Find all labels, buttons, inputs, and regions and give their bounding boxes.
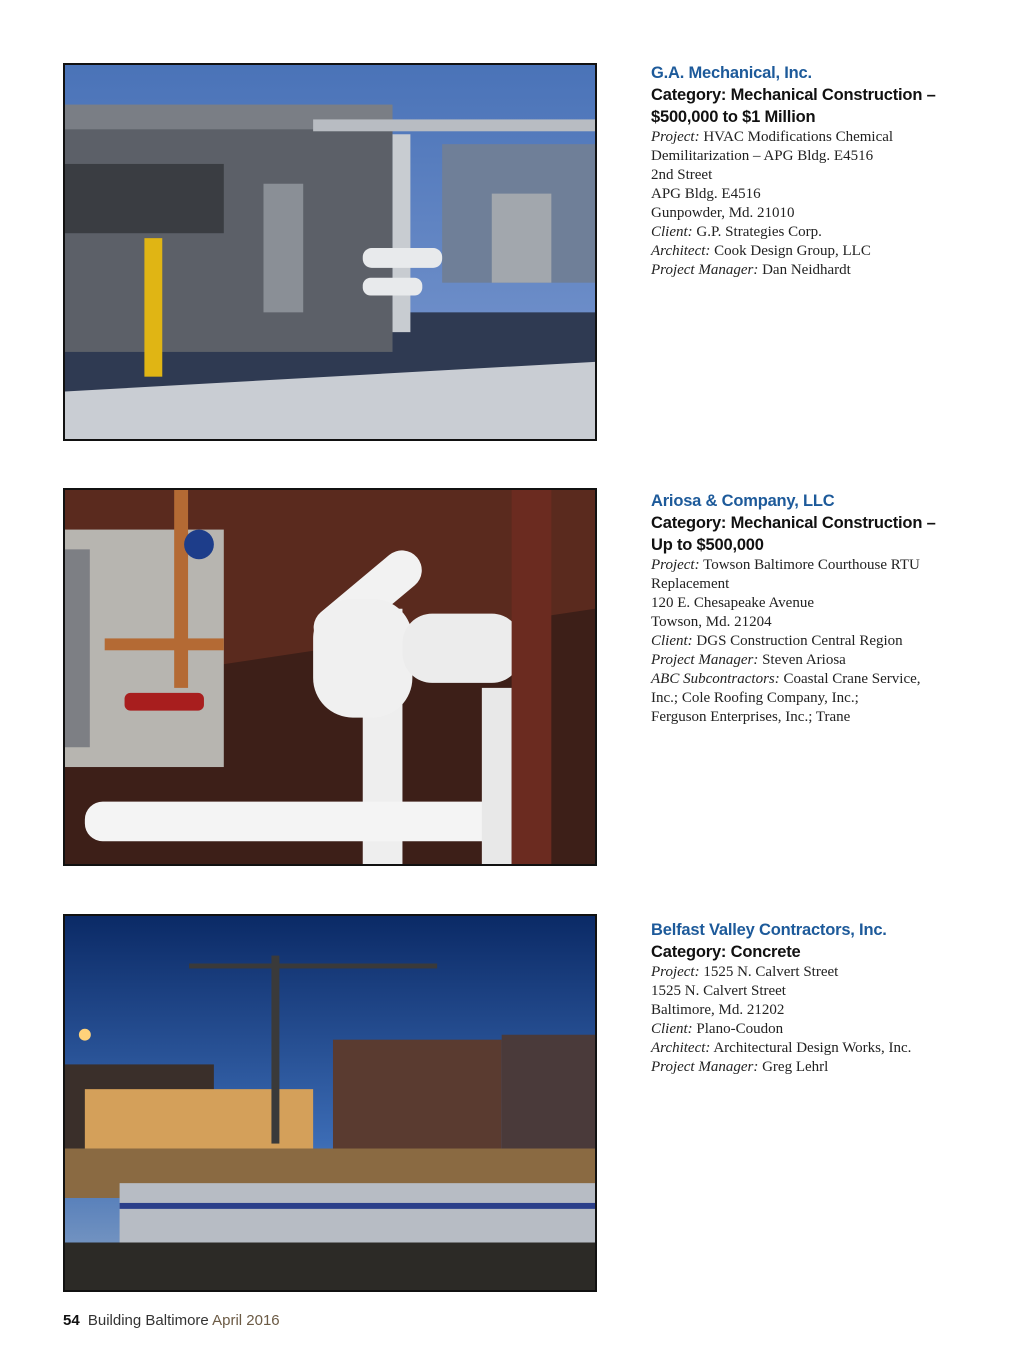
detail-line: Architect: Cook Design Group, LLC: [651, 243, 871, 259]
detail-line: Project Manager: Greg Lehrl: [651, 1059, 829, 1075]
detail-line: Demilitarization – APG Bldg. E4516: [651, 148, 874, 164]
detail-line: 2nd Street: [651, 167, 713, 183]
detail-line: Towson, Md. 21204: [651, 614, 772, 630]
construction-site-night-photo: [63, 914, 597, 1292]
detail-line: 1525 N. Calvert Street: [651, 983, 786, 999]
category-line: $500,000 to $1 Million: [651, 108, 816, 126]
detail-line: Inc.; Cole Roofing Company, Inc.;: [651, 690, 859, 706]
detail-line: 120 E. Chesapeake Avenue: [651, 595, 815, 611]
ceiling-piping-photo: [63, 488, 597, 866]
detail-line: Project: 1525 N. Calvert Street: [651, 964, 839, 980]
detail-line: Client: G.P. Strategies Corp.: [651, 224, 822, 240]
detail-line: Architect: Architectural Design Works, Inc.: [651, 1040, 912, 1056]
detail-line: Project: HVAC Modifications Chemical: [651, 129, 894, 145]
detail-line: Project Manager: Dan Neidhardt: [651, 262, 851, 278]
category-line: Category: Mechanical Construction –: [651, 514, 936, 532]
page-number: 54: [63, 1312, 80, 1329]
detail-line: ABC Subcontractors: Coastal Crane Service,: [651, 671, 921, 687]
category-line: Category: Mechanical Construction –: [651, 86, 936, 104]
company-name: Ariosa & Company, LLC: [651, 492, 835, 510]
publication-name: Building Baltimore: [87, 1312, 209, 1329]
company-name: G.A. Mechanical, Inc.: [651, 64, 812, 82]
detail-line: Client: Plano-Coudon: [651, 1021, 784, 1037]
detail-line: Gunpowder, Md. 21010: [651, 205, 795, 221]
detail-line: Project: Towson Baltimore Courthouse RTU: [651, 557, 920, 573]
issue-date: April 2016: [212, 1312, 280, 1329]
project-entry: [651, 490, 981, 727]
hvac-units-photo: [63, 63, 597, 441]
detail-line: APG Bldg. E4516: [651, 186, 761, 202]
project-entry: [651, 62, 981, 280]
category-line: Category: Concrete: [651, 943, 801, 961]
detail-line: Client: DGS Construction Central Region: [651, 633, 903, 649]
page-footer: [63, 1312, 280, 1329]
detail-line: Ferguson Enterprises, Inc.; Trane: [651, 709, 851, 725]
detail-line: Project Manager: Steven Ariosa: [651, 652, 846, 668]
detail-line: Replacement: [651, 576, 730, 592]
project-entry: [651, 919, 981, 1077]
detail-line: Baltimore, Md. 21202: [651, 1002, 785, 1018]
company-name: Belfast Valley Contractors, Inc.: [651, 921, 887, 939]
category-line: Up to $500,000: [651, 536, 764, 554]
